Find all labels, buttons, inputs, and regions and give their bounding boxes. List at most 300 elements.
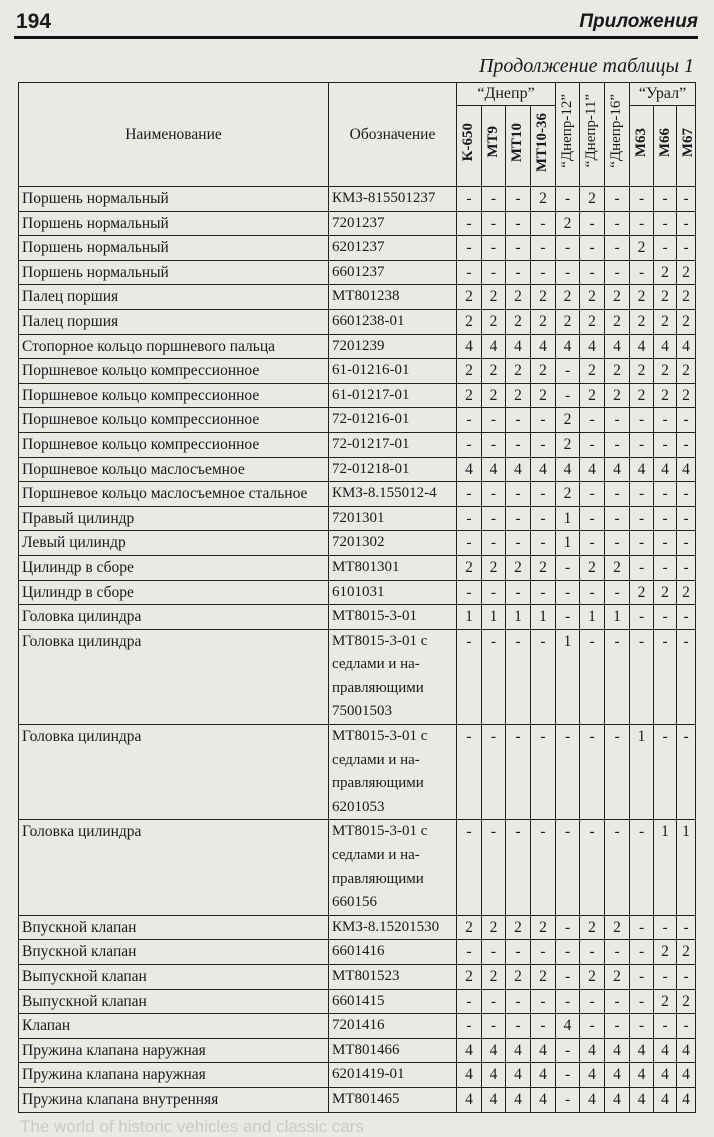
quantity-cell: - [556,915,580,940]
quantity-cell: 2 [605,915,630,940]
quantity-cell: - [580,482,605,507]
part-name: Головка цилиндра [19,629,329,724]
table-row [19,629,696,724]
quantity-cell: - [506,187,531,212]
quantity-cell: - [630,1014,654,1039]
quantity-cell: 2 [580,187,605,212]
quantity-cell: - [457,531,482,556]
quantity-cell: 4 [506,1063,531,1088]
quantity-cell: - [506,580,531,605]
table-row [19,965,696,990]
quantity-cell: - [556,940,580,965]
quantity-cell: - [556,605,580,630]
quantity-cell: 2 [677,383,696,408]
quantity-cell: 4 [630,457,654,482]
quantity-cell: 2 [654,580,677,605]
table-row [19,482,696,507]
quantity-cell: 4 [531,1063,556,1088]
quantity-cell: - [506,1014,531,1039]
part-name: Поршневое кольцо компрессионное [19,383,329,408]
part-name: Цилиндр в сборе [19,580,329,605]
quantity-cell: 2 [580,285,605,310]
quantity-cell: - [580,531,605,556]
quantity-cell: 1 [677,820,696,915]
quantity-cell: - [556,580,580,605]
quantity-cell: 4 [482,1038,506,1063]
quantity-cell: - [677,1014,696,1039]
table-row [19,309,696,334]
quantity-cell: 1 [654,820,677,915]
quantity-cell: - [482,260,506,285]
quantity-cell: - [654,432,677,457]
quantity-cell: 2 [630,236,654,261]
quantity-cell: - [482,506,506,531]
quantity-cell: 2 [531,285,556,310]
quantity-cell: - [605,725,630,820]
quantity-cell: 4 [630,1087,654,1112]
part-designation: 72-01217-01 [329,432,457,457]
quantity-cell: - [482,187,506,212]
quantity-cell: - [506,432,531,457]
quantity-cell: - [531,432,556,457]
parts-table [18,82,696,1113]
quantity-cell: - [654,915,677,940]
quantity-cell: 2 [630,285,654,310]
part-designation: МТ801238 [329,285,457,310]
quantity-cell: 2 [580,309,605,334]
part-name: Выпускной клапан [19,965,329,990]
quantity-cell: - [457,725,482,820]
quantity-cell: 4 [531,1038,556,1063]
quantity-cell: 4 [654,1063,677,1088]
quantity-cell: - [457,580,482,605]
header-group-ural: “Урал” [630,83,696,106]
part-designation: МТ801466 [329,1038,457,1063]
quantity-cell: - [630,965,654,990]
part-name: Стопорное кольцо поршневого пальца [19,334,329,359]
quantity-cell: 4 [605,1038,630,1063]
quantity-cell: - [457,989,482,1014]
quantity-cell: 4 [457,334,482,359]
quantity-cell: - [605,482,630,507]
part-name: Правый цилиндр [19,506,329,531]
header-model: МТ9 [482,106,506,187]
quantity-cell: - [605,1014,630,1039]
quantity-cell: 1 [556,506,580,531]
table-row [19,285,696,310]
quantity-cell: - [506,506,531,531]
quantity-cell: - [654,555,677,580]
quantity-cell: - [482,482,506,507]
quantity-cell: - [482,408,506,433]
quantity-cell: - [605,989,630,1014]
part-designation: 7201301 [329,506,457,531]
quantity-cell: 2 [605,965,630,990]
quantity-cell: 4 [506,1087,531,1112]
quantity-cell: - [654,725,677,820]
quantity-cell: - [654,965,677,990]
quantity-cell: 4 [580,1063,605,1088]
quantity-cell: 2 [482,915,506,940]
quantity-cell: 2 [531,187,556,212]
quantity-cell: 4 [457,1063,482,1088]
quantity-cell: 2 [482,383,506,408]
quantity-cell: 2 [677,940,696,965]
quantity-cell: 2 [580,915,605,940]
table-row [19,1014,696,1039]
part-designation: 6201419-01 [329,1063,457,1088]
quantity-cell: 2 [482,309,506,334]
quantity-cell: - [556,989,580,1014]
quantity-cell: - [605,940,630,965]
table-row [19,383,696,408]
quantity-cell: 2 [556,408,580,433]
quantity-cell: 2 [457,383,482,408]
header-model: “Днепр-16” [605,83,630,187]
quantity-cell: 2 [630,309,654,334]
header-model: МТ10-36 [531,106,556,187]
table-row [19,605,696,630]
header-model: М67 [677,106,696,187]
table-row [19,555,696,580]
quantity-cell: 1 [482,605,506,630]
watermark: The world of historic vehicles and classic cars [20,1116,364,1136]
quantity-cell: 1 [457,605,482,630]
quantity-cell: 1 [630,725,654,820]
quantity-cell: - [457,187,482,212]
part-designation: 7201302 [329,531,457,556]
part-name: Поршневое кольцо компрессионное [19,408,329,433]
part-name: Пружина клапана внутренняя [19,1087,329,1112]
quantity-cell: 2 [506,359,531,384]
quantity-cell: 4 [482,1063,506,1088]
quantity-cell: - [630,408,654,433]
quantity-cell: - [677,725,696,820]
quantity-cell: 2 [630,580,654,605]
quantity-cell: 2 [531,309,556,334]
quantity-cell: - [482,236,506,261]
quantity-cell: - [677,187,696,212]
quantity-cell: - [531,211,556,236]
quantity-cell: - [654,187,677,212]
part-name: Поршневое кольцо маслосъемное стальное [19,482,329,507]
quantity-cell: 2 [506,915,531,940]
table-row [19,432,696,457]
part-name: Поршень нормальный [19,211,329,236]
quantity-cell: - [506,989,531,1014]
part-name: Выпускной клапан [19,989,329,1014]
quantity-cell: - [630,432,654,457]
part-name: Клапан [19,1014,329,1039]
quantity-cell: - [457,432,482,457]
quantity-cell: 2 [630,383,654,408]
quantity-cell: - [457,820,482,915]
quantity-cell: 2 [605,285,630,310]
quantity-cell: 2 [677,359,696,384]
quantity-cell: 2 [531,965,556,990]
quantity-cell: - [580,989,605,1014]
quantity-cell: - [482,940,506,965]
quantity-cell: - [630,915,654,940]
table-row [19,1038,696,1063]
part-designation: 7201416 [329,1014,457,1039]
quantity-cell: - [531,236,556,261]
quantity-cell: - [531,940,556,965]
quantity-cell: 4 [580,1038,605,1063]
quantity-cell: 2 [506,309,531,334]
table-row [19,236,696,261]
quantity-cell: - [677,506,696,531]
quantity-cell: 2 [580,965,605,990]
quantity-cell: - [677,629,696,724]
quantity-cell: 4 [506,1038,531,1063]
quantity-cell: 4 [556,334,580,359]
quantity-cell: - [556,236,580,261]
quantity-cell: 4 [605,1063,630,1088]
quantity-cell: - [630,940,654,965]
table-row [19,506,696,531]
part-designation: МТ8015-3-01 с седлами и на-правляющими 660156 [329,820,457,915]
header-model: МТ10 [506,106,531,187]
quantity-cell: - [556,383,580,408]
quantity-cell: 2 [506,285,531,310]
quantity-cell: - [677,915,696,940]
quantity-cell: - [580,725,605,820]
quantity-cell: - [677,555,696,580]
quantity-cell: - [556,187,580,212]
part-name: Головка цилиндра [19,725,329,820]
quantity-cell: 2 [654,940,677,965]
part-name: Головка цилиндра [19,605,329,630]
quantity-cell: - [677,482,696,507]
quantity-cell: 4 [654,334,677,359]
header-model: “Днепр-12” [556,83,580,187]
table-row [19,1087,696,1112]
quantity-cell: 2 [506,965,531,990]
quantity-cell: 2 [457,359,482,384]
part-name: Цилиндр в сборе [19,555,329,580]
quantity-cell: 4 [457,457,482,482]
quantity-cell: - [654,1014,677,1039]
quantity-cell: - [457,940,482,965]
quantity-cell: - [506,531,531,556]
quantity-cell: 4 [506,457,531,482]
quantity-cell: - [580,211,605,236]
quantity-cell: 1 [556,629,580,724]
quantity-cell: - [605,211,630,236]
quantity-cell: - [677,965,696,990]
quantity-cell: 2 [556,285,580,310]
quantity-cell: - [605,236,630,261]
quantity-cell: - [556,555,580,580]
quantity-cell: - [482,820,506,915]
header-name: Наименование [19,83,329,187]
quantity-cell: - [654,506,677,531]
table-row [19,915,696,940]
part-designation: МТ801301 [329,555,457,580]
quantity-cell: 2 [482,285,506,310]
quantity-cell: 4 [482,1087,506,1112]
quantity-cell: 4 [531,1087,556,1112]
quantity-cell: 2 [677,285,696,310]
table-row [19,408,696,433]
table-row [19,940,696,965]
quantity-cell: 2 [482,965,506,990]
quantity-cell: - [580,629,605,724]
part-name: Поршневое кольцо компрессионное [19,432,329,457]
quantity-cell: - [531,408,556,433]
quantity-cell: 2 [677,580,696,605]
quantity-cell: - [580,408,605,433]
quantity-cell: 4 [654,1038,677,1063]
quantity-cell: 4 [630,334,654,359]
quantity-cell: - [580,1014,605,1039]
part-designation: 72-01218-01 [329,457,457,482]
part-name: Левый цилиндр [19,531,329,556]
part-designation: 7201237 [329,211,457,236]
quantity-cell: 2 [677,989,696,1014]
quantity-cell: 2 [654,260,677,285]
quantity-cell: - [457,260,482,285]
quantity-cell: - [531,260,556,285]
table-row [19,725,696,820]
quantity-cell: 4 [677,457,696,482]
quantity-cell: - [630,629,654,724]
quantity-cell: 2 [556,309,580,334]
quantity-cell: - [457,482,482,507]
quantity-cell: - [556,820,580,915]
quantity-cell: - [531,482,556,507]
quantity-cell: - [506,629,531,724]
quantity-cell: - [457,629,482,724]
quantity-cell: - [605,580,630,605]
quantity-cell: - [630,482,654,507]
quantity-cell: - [556,1063,580,1088]
quantity-cell: - [556,1087,580,1112]
quantity-cell: 2 [630,359,654,384]
table-row [19,580,696,605]
quantity-cell: 2 [654,309,677,334]
quantity-cell: - [654,629,677,724]
quantity-cell: - [556,359,580,384]
quantity-cell: - [482,989,506,1014]
quantity-cell: 2 [654,989,677,1014]
quantity-cell: - [506,260,531,285]
quantity-cell: - [531,580,556,605]
part-name: Пружина клапана наружная [19,1038,329,1063]
quantity-cell: 2 [457,309,482,334]
part-name: Пружина клапана наружная [19,1063,329,1088]
quantity-cell: - [677,408,696,433]
quantity-cell: - [654,408,677,433]
quantity-cell: - [531,989,556,1014]
quantity-cell: - [630,187,654,212]
quantity-cell: - [531,506,556,531]
part-designation: МТ8015-3-01 с седлами и на-правляющими 6201053 [329,725,457,820]
part-designation: 6601238-01 [329,309,457,334]
quantity-cell: 2 [482,359,506,384]
quantity-cell: - [580,236,605,261]
part-designation: 6601415 [329,989,457,1014]
quantity-cell: - [654,482,677,507]
quantity-cell: - [630,605,654,630]
quantity-cell: - [556,725,580,820]
quantity-cell: - [531,629,556,724]
quantity-cell: 2 [677,309,696,334]
quantity-cell: 4 [677,1087,696,1112]
quantity-cell: 2 [531,555,556,580]
quantity-cell: 2 [457,915,482,940]
quantity-cell: - [677,236,696,261]
quantity-cell: - [457,236,482,261]
quantity-cell: - [580,940,605,965]
quantity-cell: - [580,260,605,285]
header-model: “Днепр-11” [580,83,605,187]
quantity-cell: 4 [605,1087,630,1112]
part-designation: 6201237 [329,236,457,261]
quantity-cell: - [531,820,556,915]
quantity-cell: 1 [580,605,605,630]
quantity-cell: 2 [457,965,482,990]
quantity-cell: - [605,260,630,285]
quantity-cell: 4 [506,334,531,359]
part-designation: 72-01216-01 [329,408,457,433]
quantity-cell: 4 [531,457,556,482]
quantity-cell: 4 [580,457,605,482]
quantity-cell: - [506,940,531,965]
table-row [19,457,696,482]
part-designation: МТ8015-3-01 с седлами и на-правляющими 75001503 [329,629,457,724]
part-name: Поршень нормальный [19,187,329,212]
quantity-cell: 4 [654,1087,677,1112]
part-designation: КМЗ-8.155012-4 [329,482,457,507]
quantity-cell: - [482,580,506,605]
quantity-cell: - [580,820,605,915]
part-name: Поршневое кольцо компрессионное [19,359,329,384]
quantity-cell: 2 [531,915,556,940]
quantity-cell: 4 [677,334,696,359]
quantity-cell: 4 [605,334,630,359]
quantity-cell: - [580,506,605,531]
quantity-cell: - [506,820,531,915]
quantity-cell: 4 [556,1014,580,1039]
quantity-cell: 1 [605,605,630,630]
quantity-cell: - [531,1014,556,1039]
quantity-cell: - [506,408,531,433]
quantity-cell: 2 [654,285,677,310]
section-title: Приложения [579,11,698,32]
table-container [18,82,695,1137]
quantity-cell: - [556,1038,580,1063]
part-name: Впускной клапан [19,940,329,965]
table-row [19,187,696,212]
quantity-cell: 2 [531,359,556,384]
table-row [19,820,696,915]
quantity-cell: 2 [457,285,482,310]
quantity-cell: 1 [506,605,531,630]
quantity-cell: 4 [556,457,580,482]
quantity-cell: - [457,211,482,236]
quantity-cell: 2 [556,482,580,507]
quantity-cell: 4 [630,1063,654,1088]
quantity-cell: - [580,432,605,457]
quantity-cell: 2 [605,555,630,580]
quantity-cell: 2 [580,555,605,580]
header-model: К-650 [457,106,482,187]
quantity-cell: 2 [654,359,677,384]
quantity-cell: - [630,260,654,285]
part-designation: 6601416 [329,940,457,965]
